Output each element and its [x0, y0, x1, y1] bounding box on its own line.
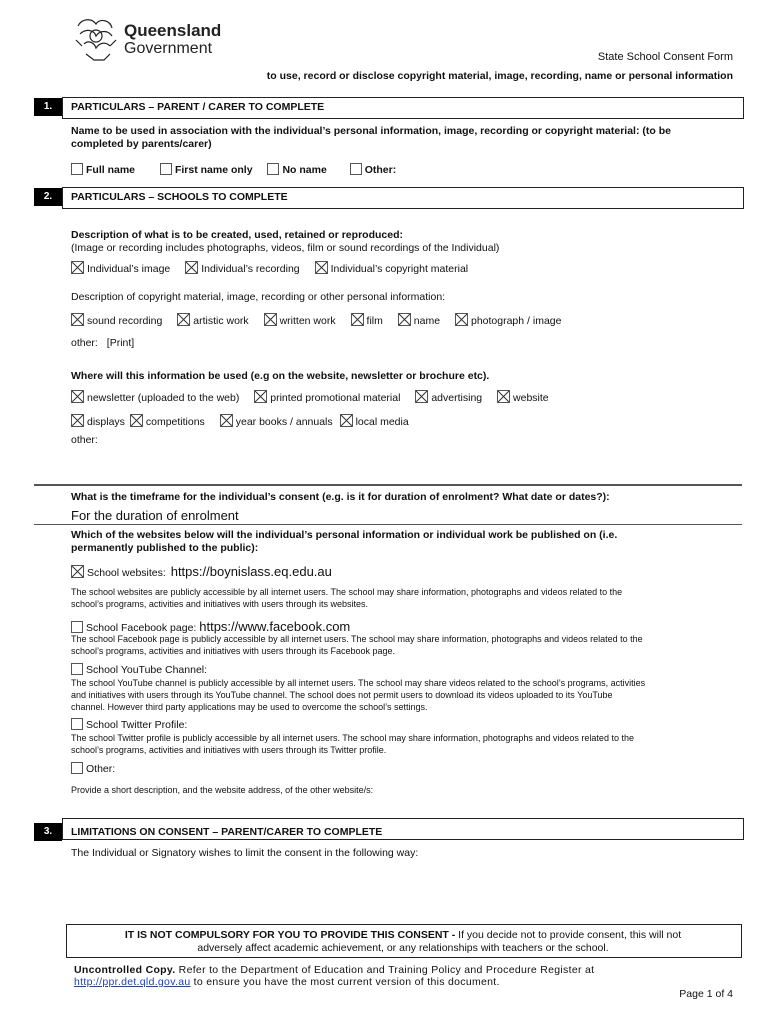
logo-line2: Government [124, 40, 213, 57]
ppr-link[interactable]: http://ppr.det.qld.gov.au [74, 976, 191, 988]
checkbox-icon[interactable] [71, 762, 83, 774]
option-printed-promotional[interactable]: printed promotional material [254, 392, 400, 404]
twitter-note-line1: The school Twitter profile is publicly accessible by all internet users. The school may share information, photographs and videos related to the [71, 733, 634, 743]
youtube-label: School YouTube Channel: [86, 664, 208, 676]
option-other[interactable]: Other: [350, 164, 397, 176]
option-year-books[interactable]: year books / annuals [220, 416, 333, 428]
checked-box-icon[interactable] [315, 261, 328, 274]
other-site-row[interactable] [71, 762, 115, 775]
where-other: other: [71, 434, 98, 446]
checked-box-icon[interactable] [415, 390, 428, 403]
school-website-row[interactable] [71, 564, 332, 579]
checkbox-icon[interactable] [71, 163, 83, 175]
checked-box-icon[interactable] [177, 313, 190, 326]
option-advertising[interactable]: advertising [415, 392, 482, 404]
section2-title: PARTICULARS – SCHOOLS TO COMPLETE [71, 191, 288, 203]
material-other-value[interactable]: [Print] [106, 337, 135, 349]
form-subtitle: to use, record or disclose copyright material, image, recording, name or personal information [266, 70, 733, 82]
option-local-media[interactable]: local media [340, 416, 409, 428]
checked-box-icon[interactable] [71, 261, 84, 274]
checked-box-icon[interactable] [220, 414, 233, 427]
facebook-label: School Facebook page: [86, 622, 197, 634]
option-individual-image[interactable]: Individual’s image [71, 263, 170, 275]
checkbox-icon[interactable] [71, 718, 83, 730]
checked-box-icon[interactable] [497, 390, 510, 403]
notice-bold: IT IS NOT COMPULSORY FOR YOU TO PROVIDE THIS CONSENT - [124, 929, 456, 941]
desc-options [71, 261, 480, 275]
section3-title: LIMITATIONS ON CONSENT – PARENT/CARER TO COMPLETE [71, 826, 383, 838]
section1-question-line1: Name to be used in association with the individual’s personal information, image, recording or copyright material: (to be [71, 125, 671, 137]
section1-number: 1. [34, 98, 62, 116]
checked-box-icon[interactable] [264, 313, 277, 326]
checked-box-icon[interactable] [71, 313, 84, 326]
timeframe-value[interactable]: For the duration of enrolment [71, 508, 239, 523]
checked-box-icon[interactable] [130, 414, 143, 427]
footer-line2-rest: to ensure you have the most current version of this document. [190, 976, 500, 988]
websites-heading-line2: permanently published to the public): [71, 542, 259, 554]
other-site-note: Provide a short description, and the website address, of the other website/s: [71, 785, 374, 795]
checked-box-icon[interactable] [254, 390, 267, 403]
option-competitions[interactable]: competitions [130, 416, 205, 428]
checked-box-icon[interactable] [351, 313, 364, 326]
youtube-note-line1: The school YouTube channel is publicly accessible by all internet users. The school may share videos related to the school’s programs, activities [71, 678, 646, 688]
where-row1 [71, 390, 561, 404]
notice-line1 [66, 929, 740, 941]
notice-line2: adversely affect academic achievement, or any relationships with teachers or the school. [197, 942, 609, 954]
uncontrolled-copy: Uncontrolled Copy. [74, 964, 176, 976]
material-other-label: other: [71, 337, 98, 349]
twitter-note-line2: school’s programs, activities and initiatives with users through its Twitter profile. [71, 745, 387, 755]
notice-rest: If you decide not to provide consent, this will not [455, 929, 682, 941]
checked-box-icon[interactable] [455, 313, 468, 326]
option-displays[interactable]: displays [71, 416, 125, 428]
option-full-name[interactable]: Full name [71, 164, 135, 176]
section1-question-line2: completed by parents/carer) [71, 138, 212, 150]
school-website-note-line1: The school websites are publicly accessible by all internet users. The school may share information, photographs and videos related to the [71, 587, 623, 597]
twitter-label: School Twitter Profile: [86, 719, 188, 731]
section2-number: 2. [34, 188, 62, 206]
option-individual-copyright[interactable]: Individual’s copyright material [315, 263, 469, 275]
checked-box-icon[interactable] [185, 261, 198, 274]
option-photograph[interactable]: photograph / image [455, 315, 561, 327]
checked-box-icon[interactable] [398, 313, 411, 326]
youtube-row[interactable] [71, 663, 207, 676]
facebook-row[interactable] [71, 619, 350, 634]
youtube-note-line2: and initiatives with users through its YouTube channel. The school does not permit users to download its videos uploaded to its YouTube [71, 690, 613, 700]
option-no-name[interactable]: No name [267, 164, 326, 176]
other-site-label: Other: [86, 763, 116, 775]
checked-box-icon[interactable] [340, 414, 353, 427]
divider [34, 484, 742, 486]
timeframe-heading: What is the timeframe for the individual’s consent (e.g. is it for duration of enrolment? What date or dates?): [71, 491, 610, 503]
checkbox-icon[interactable] [160, 163, 172, 175]
option-individual-recording[interactable]: Individual’s recording [185, 263, 299, 275]
desc-sub: (Image or recording includes photographs, videos, film or sound recordings of the Individual) [71, 242, 500, 254]
option-film[interactable]: film [351, 315, 383, 327]
school-website-label: School websites: [87, 567, 166, 579]
material-other [71, 337, 134, 349]
material-heading: Description of copyright material, image, recording or other personal information: [71, 291, 446, 303]
page-number: Page 1 of 4 [679, 988, 733, 1000]
desc-heading: Description of what is to be created, used, retained or reproduced: [71, 229, 403, 241]
checkbox-icon[interactable] [350, 163, 362, 175]
option-sound-recording[interactable]: sound recording [71, 315, 162, 327]
school-website-value[interactable]: https://boynislass.eq.edu.au [170, 564, 332, 579]
school-website-note-line2: school’s programs, activities and initiatives with users through its websites. [71, 599, 368, 609]
facebook-value[interactable]: https://www.facebook.com [199, 619, 351, 634]
name-options [71, 163, 408, 176]
where-heading: Where will this information be used (e.g on the website, newsletter or brochure etc). [71, 370, 490, 382]
section3-number: 3. [34, 823, 62, 841]
youtube-note-line3: channel. However third party applications may be used to overcome the school’s settings. [71, 702, 428, 712]
form-title: State School Consent Form [597, 51, 733, 63]
checked-box-icon[interactable] [71, 565, 84, 578]
footer-line1-rest: Refer to the Department of Education and Training Policy and Procedure Register at [175, 964, 595, 976]
option-written-work[interactable]: written work [264, 315, 336, 327]
checked-box-icon[interactable] [71, 414, 84, 427]
checkbox-icon[interactable] [267, 163, 279, 175]
material-options [71, 313, 573, 327]
option-website[interactable]: website [497, 392, 549, 404]
footer-line2 [74, 976, 500, 988]
divider [34, 524, 742, 525]
footer-line1 [74, 964, 594, 976]
option-newsletter[interactable]: newsletter (uploaded to the web) [71, 392, 239, 404]
checkbox-icon[interactable] [71, 621, 83, 633]
facebook-note-line1: The school Facebook page is publicly accessible by all internet users. The school may share information, photographs and videos related to the [71, 634, 643, 644]
twitter-row[interactable] [71, 718, 187, 731]
option-first-name-only[interactable]: First name only [160, 164, 253, 176]
section1-title: PARTICULARS – PARENT / CARER TO COMPLETE [71, 101, 325, 113]
logo-line1: Queensland [124, 21, 222, 40]
option-artistic-work[interactable]: artistic work [177, 315, 248, 327]
websites-heading-line1: Which of the websites below will the individual’s personal information or individual work be published on (i.e. [71, 529, 618, 541]
option-name[interactable]: name [398, 315, 440, 327]
facebook-note-line2: school’s programs, activities and initiatives with users through its Facebook page. [71, 646, 395, 656]
checked-box-icon[interactable] [71, 390, 84, 403]
where-row2 [71, 414, 421, 428]
section3-text: The Individual or Signatory wishes to limit the consent in the following way: [71, 847, 419, 859]
checkbox-icon[interactable] [71, 663, 83, 675]
